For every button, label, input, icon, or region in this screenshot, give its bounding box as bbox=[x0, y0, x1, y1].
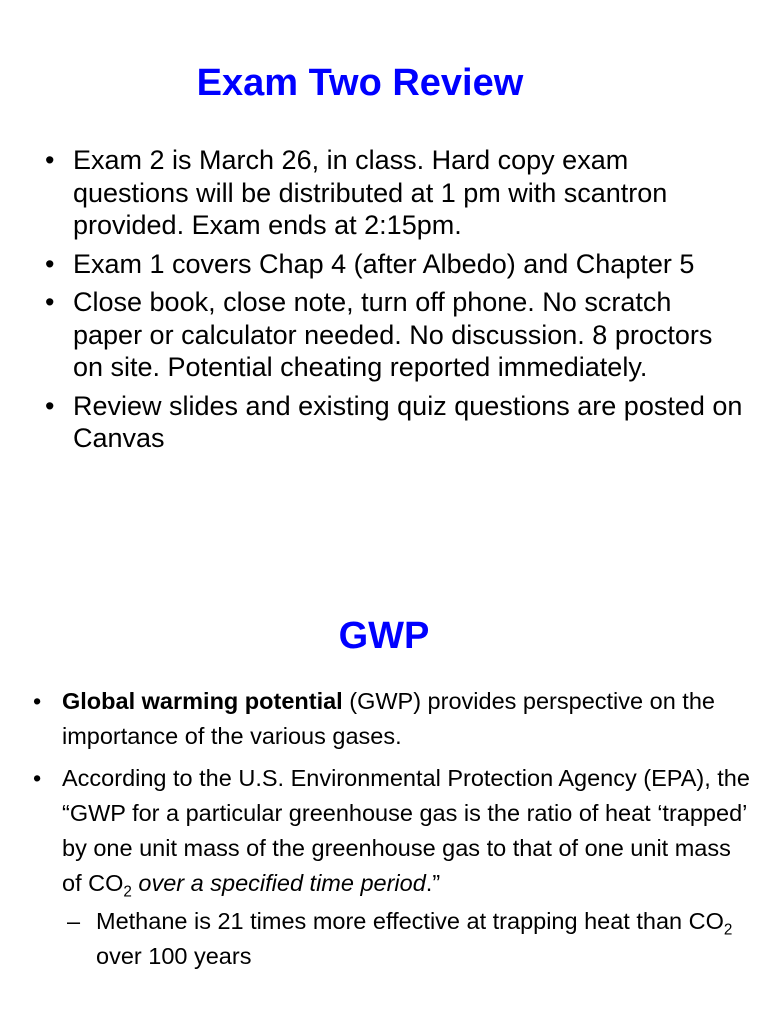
gwp-term: Global warming potential bbox=[62, 688, 343, 714]
dash-icon: – bbox=[67, 908, 81, 934]
list-item: • According to the U.S. Environmental Protection Agency (EPA), the “GWP for a particular greenhouse gas is the ratio of heat ‘trapped’ by one unit mass of the greenhouse gas to that of one unit mass of $CO_2$ over a specified time period.” bbox=[33, 761, 751, 901]
bullet-icon: • bbox=[45, 248, 55, 279]
exam-review-bullets bbox=[45, 144, 745, 461]
list-item: • Review slides and existing quiz questions are posted on Canvas bbox=[45, 390, 743, 453]
bullet-icon: • bbox=[33, 688, 42, 714]
gwp-bullets bbox=[33, 684, 751, 981]
slide-title-gwp: GWP bbox=[338, 615, 430, 657]
list-item: • Exam 1 covers Chap 4 (after Albedo) and Chapter 5 bbox=[45, 248, 695, 279]
list-item: • Global warming potential (GWP) provides perspective on the importance of the various gases. bbox=[33, 684, 751, 754]
list-item: • Close book, close note, turn off phone. No scratch paper or calculator needed. No discussion. 8 proctors on site. Potential cheating reported immediately. bbox=[45, 287, 713, 382]
list-item: • Exam 2 is March 26, in class. Hard copy exam questions will be distributed at 1 pm with scantron provided. Exam ends at 2:15pm. bbox=[45, 145, 668, 240]
bullet-icon: • bbox=[33, 765, 42, 791]
slide-title-exam-review: Exam Two Review bbox=[196, 62, 524, 104]
bullet-icon: • bbox=[45, 145, 55, 175]
sub-list-item: – Methane is 21 times more effective at trapping heat than $CO_2$ over 100 years bbox=[33, 904, 751, 974]
bullet-icon: • bbox=[45, 390, 55, 421]
bullet-icon: • bbox=[45, 287, 55, 317]
